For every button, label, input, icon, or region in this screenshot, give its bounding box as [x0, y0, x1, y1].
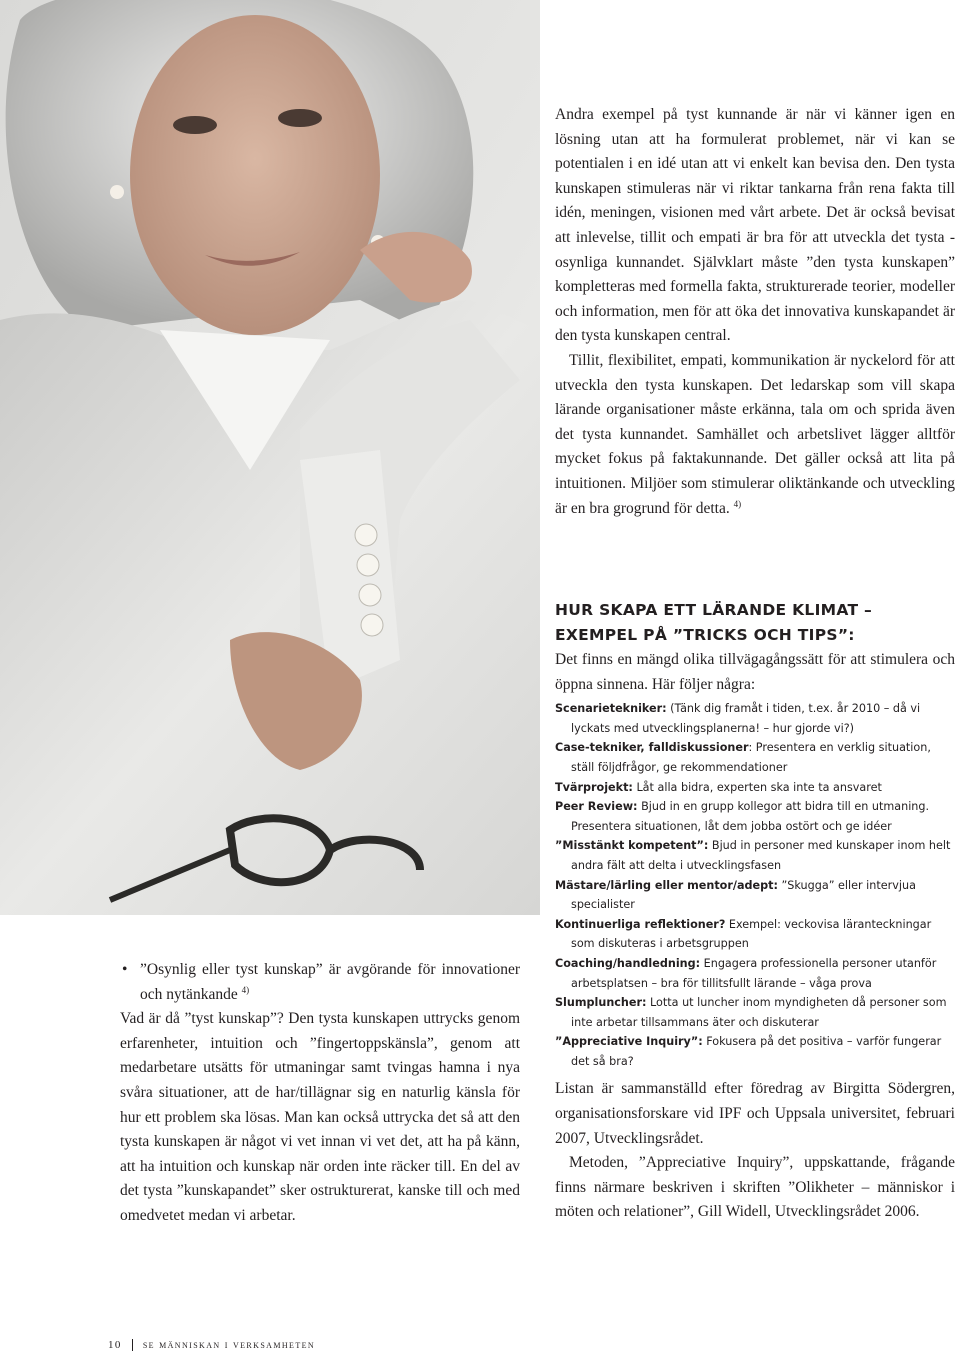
tip-desc: Engagera professionella personer utanför arbetsplatsen – bra för tillitsfullt lärande – våga prova — [571, 956, 937, 990]
tip-desc: Fokusera på det positiva – varför fungerar det så bra? — [571, 1035, 942, 1068]
page-footer — [108, 1339, 315, 1351]
portrait-photo — [0, 0, 540, 915]
tip-term: Peer Review: — [555, 800, 638, 814]
list-item — [555, 778, 955, 798]
tip-desc: Låt alla bidra, experten ska inte ta ansvaret — [632, 780, 882, 794]
source-paragraph: Listan är sammanställd efter föredrag av Birgitta Södergren, organisationsforskare vid IPF och Uppsala universitet, februari 2007, Utvecklingsrådet. — [555, 1080, 955, 1147]
tip-desc: Exempel: veckovisa läranteckningar som diskuteras i arbetsgruppen — [571, 917, 932, 951]
bullet-text: ”Osynlig eller tyst kunskap” är avgörande för innovationer och nytänkande — [140, 961, 520, 1003]
tip-term: Slumpluncher: — [555, 996, 647, 1010]
section-lead: Det finns en mängd olika tillvägagångssätt för att stimulera och öppna sinnena. Här följer några: — [555, 651, 955, 693]
tip-term: Kontinuerliga reflektioner? — [555, 917, 726, 931]
list-item — [555, 954, 955, 993]
tip-term: Case-tekniker, falldiskussioner — [555, 741, 749, 755]
page-number: 10 — [108, 1339, 122, 1351]
tip-term: ”Appreciative Inquiry”: — [555, 1035, 703, 1049]
tacit-knowledge-box — [120, 958, 520, 1229]
section-heading: HUR SKAPA ETT LÄRANDE KLIMAT – EXEMPEL PÅ ”TRICKS OCH TIPS”: — [555, 601, 873, 644]
footnote-ref: 4) — [733, 498, 742, 509]
list-item — [555, 699, 955, 738]
tip-term: Scenarietekniker: — [555, 702, 667, 716]
method-paragraph: Metoden, ”Appreciative Inquiry”, uppskattande, frågande finns närmare beskriven i skriften ”Olikheter – människor i möten och relationer”, Gill Widell, Utvecklingsrådet 2006. — [555, 1154, 955, 1221]
tip-term: Tvärprojekt: — [555, 780, 633, 794]
tip-term: Coaching/handledning: — [555, 956, 701, 970]
intro-paragraph-2-text: Tillit, flexibilitet, empati, kommunikation är nyckelord för att utveckla den tysta kunskapen. Det ledarskap som vill skapa lärande organisationer måste erkänna, tala om och sprida även det tysta kunnandet. Samhället och arbetslivet lägger alltför mycket fokus på faktakunnande. Det gäller också att lita på intuitionen. Miljöer som stimulerar oliktänkande och utveckling är en bra grogrund för detta. — [555, 351, 955, 517]
publication-title: se människan i verksamheten — [142, 1339, 316, 1351]
list-item — [555, 797, 955, 836]
tip-term: Mästare/lärling eller mentor/adept: — [555, 878, 778, 892]
list-item — [555, 993, 955, 1032]
intro-paragraph-1: Andra exempel på tyst kunnande är när vi känner igen en lösning utan att ha formulerat problemet, när vi kan se potentialen i en idé utan att vi enkelt kan bevisa den. Den tysta kunskapen stimuleras när vi riktar tankarna från rena fakta till idén, meningen, visionen med vårt arbete. Det är också bevisat att inlevelse, tillit och empati är bra för att utveckla det tysta - osynliga kunnandet. Självklart måste ”den tysta kunskapen” kompletteras med formella fakta, strukturerade teorier, modeller och information, men för att öka det innovativa kunskapandet är den tysta kunskapen central. — [555, 106, 955, 345]
list-item — [555, 738, 955, 777]
list-item — [555, 1032, 955, 1071]
learning-climate-section — [555, 598, 955, 1225]
tip-desc: (Tänk dig framåt i tiden, t.ex. år 2010 – då vi lyckats med utvecklingsplanerna! – hur gjorde vi?) — [571, 702, 921, 735]
list-item — [555, 915, 955, 954]
intro-paragraph-2 — [555, 349, 955, 521]
tip-desc: Bjud in personer med kunskaper inom helt andra fält att delta i utvecklingsfasen — [571, 839, 951, 872]
tips-list — [555, 699, 955, 1071]
intro-section — [555, 103, 955, 521]
tacit-knowledge-body: Vad är då ”tyst kunskap”? Den tysta kunskapen uttrycks genom erfarenheter, intuition och ”fingertoppskänsla”, genom att medarbetare utsätts för utmaningar samt tvingas hamna i nya svåra situationer, att de har/tillägnar sig en naturlig känsla för hur ett problem ska lösas. Man kan också uttrycka det så att den tysta kunskapen är något vi vet innan vi vet det, att ha på känn, att ha intuition och kunskap när orden inte räcker till. En del av det tysta ”kunskapandet” sker ostrukturerat, kanske till och med omedvetet medan vi arbetar. — [120, 1010, 520, 1224]
footer-divider — [132, 1339, 133, 1351]
tip-desc: Lotta ut luncher inom myndigheten då personer som inte arbetar tillsammans äter och diskuterar — [571, 996, 947, 1029]
footnote-ref: 4) — [241, 984, 250, 995]
list-item — [555, 876, 955, 915]
tip-desc: ”Skugga” eller intervjua specialister — [571, 878, 916, 912]
tip-term: ”Misstänkt kompetent”: — [555, 839, 709, 853]
tip-desc: Bjud in en grupp kollegor att bidra till en utmaning. Presentera situationen, låt dem jobba ostört och ge idéer — [571, 800, 930, 833]
bullet-point — [120, 958, 520, 1007]
list-item — [555, 836, 955, 875]
bullet-icon: • — [122, 961, 128, 978]
tip-desc: : Presentera en verklig situation, ställ följdfrågor, ge rekommendationer — [571, 741, 931, 774]
